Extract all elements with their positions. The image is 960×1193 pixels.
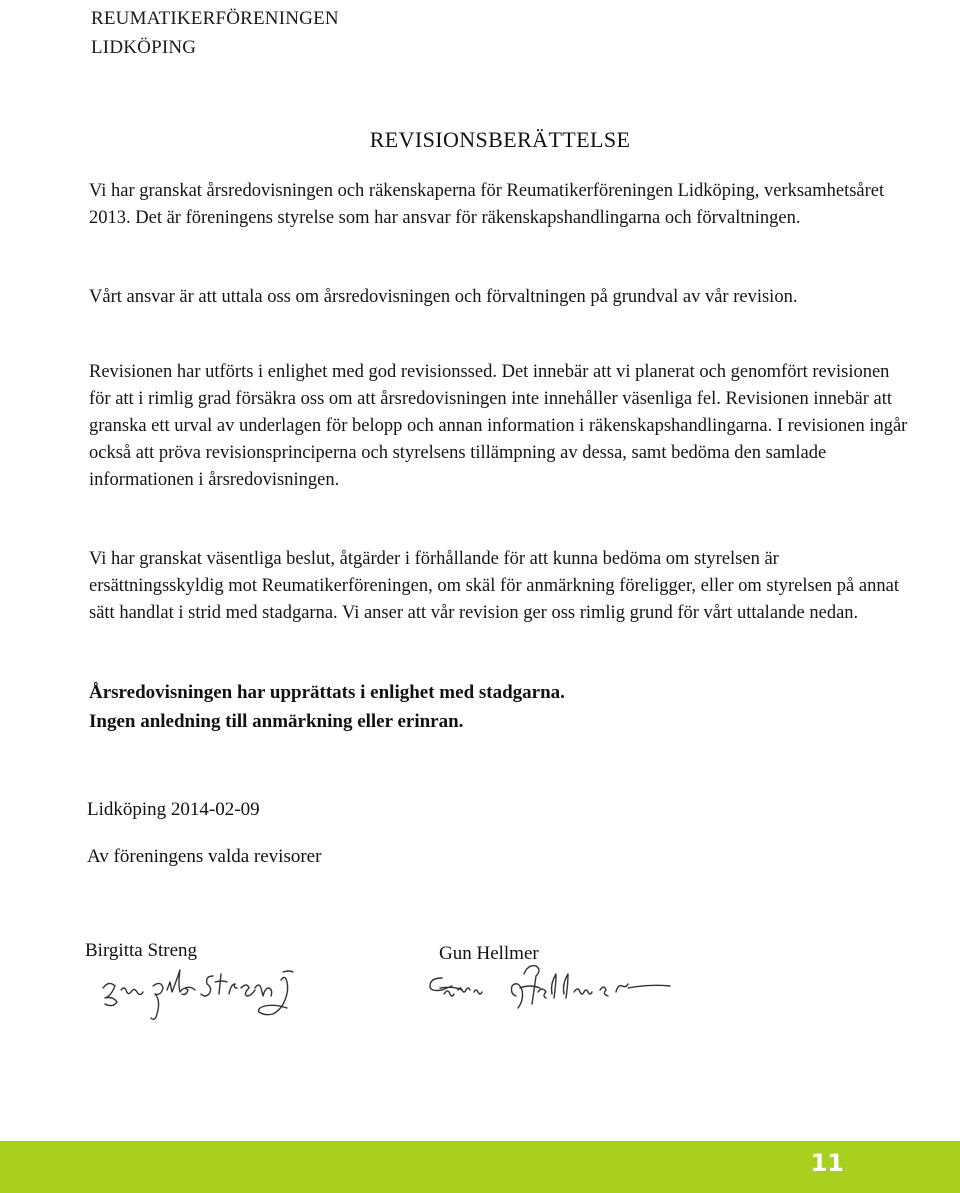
paragraph-1: Vi har granskat årsredovisningen och räkenskaperna för Reumatikerföreningen Lidköping, verksamhetsåret 2013. Det är föreningens styrelse som har ansvar för räkenskapshandlingarna och förvaltningen. bbox=[89, 181, 885, 228]
conclusion-line-2: Ingen anledning till anmärkning eller erinran. bbox=[89, 711, 464, 732]
signature-2 bbox=[420, 960, 690, 1030]
auditor-name-2: Gun Hellmer bbox=[439, 943, 539, 964]
org-name: REUMATIKERFÖRENINGEN bbox=[91, 8, 339, 29]
footer-bar bbox=[0, 1141, 960, 1193]
paragraph-2: Vårt ansvar är att uttala oss om årsredovisningen och förvaltningen på grundval av vår revision. bbox=[89, 287, 798, 307]
organization-header bbox=[91, 4, 339, 62]
place-date: Lidköping 2014-02-09 bbox=[87, 799, 260, 820]
auditor-name-1: Birgitta Streng bbox=[85, 940, 198, 961]
auditors-label: Av föreningens valda revisorer bbox=[87, 846, 322, 867]
document-title: REVISIONSBERÄTTELSE bbox=[369, 127, 631, 152]
conclusion-line-1: Årsredovisningen har upprättats i enlighet med stadgarna. bbox=[89, 682, 565, 703]
paragraph-3: Revisionen har utförts i enlighet med god revisionssed. Det innebär att vi planerat och genomfört revisionen för att i rimlig grad försäkra oss om att årsredovisningen inte innehåller väsenliga fel. Revisionen innebär att granska ett urval av underlagen för belopp och annan information i räkenskapshandlingarna. I revisionen ingår också att pröva revisionsprinciperna och styrelsens tillämpning av dessa, samt bedöma den samlade informationen i årsredovisningen. bbox=[89, 362, 908, 490]
org-city: LIDKÖPING bbox=[91, 37, 197, 58]
conclusion bbox=[89, 678, 565, 736]
signature-1 bbox=[95, 960, 335, 1040]
page-number: 11 bbox=[810, 1149, 844, 1177]
paragraph-4: Vi har granskat väsentliga beslut, åtgärder i förhållande för att kunna bedöma om styrelsen är ersättningsskyldig mot Reumatikerföreningen, om skäl för anmärkning föreligger, eller om styrelsen på annat sätt handlat i strid med stadgarna. Vi anser att vår revision ger oss rimlig grund för vårt uttalande nedan. bbox=[89, 549, 899, 623]
